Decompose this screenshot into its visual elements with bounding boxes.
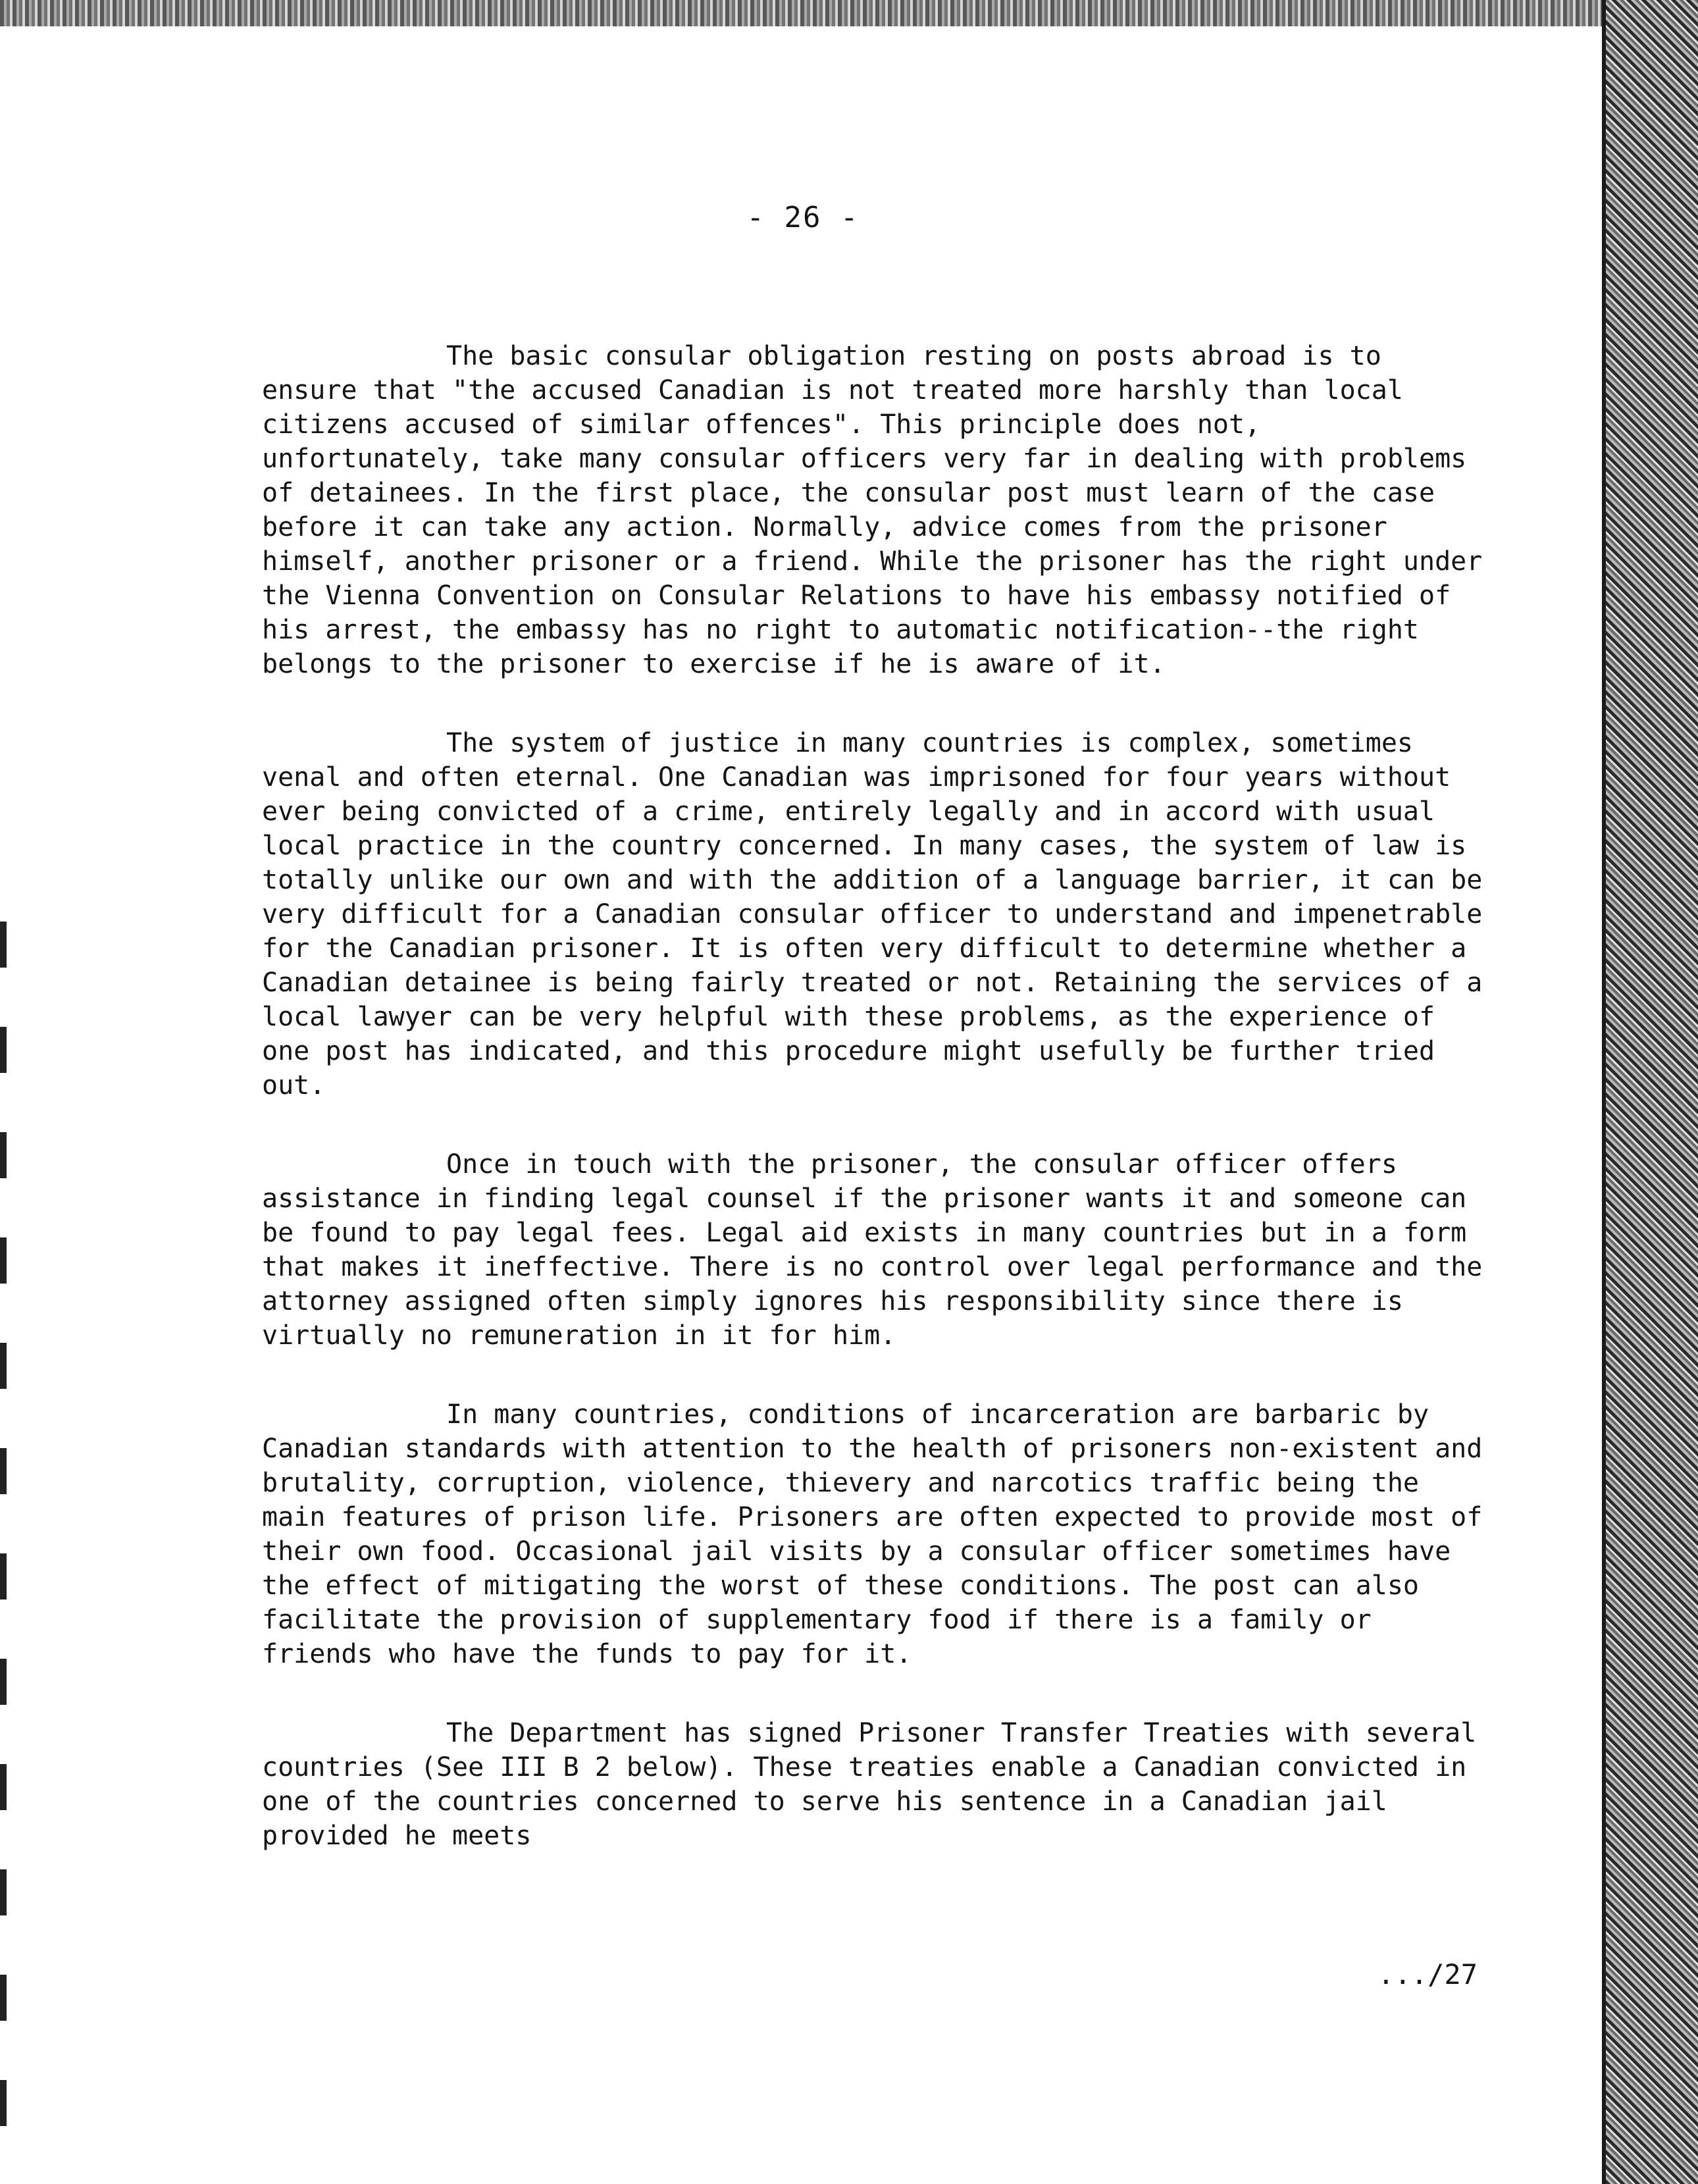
page-number: - 26 - bbox=[746, 201, 860, 234]
continuation-marker: .../27 bbox=[1377, 1958, 1478, 1990]
paragraph-transfer-treaties: The Department has signed Prisoner Transfer Treaties with several countries (See III B 2 below). These treaties enable a Canadian convicted in one of the countries concerned to serve his sentence in a Canadian jail provided he meets bbox=[262, 1718, 1477, 1851]
scan-border-top bbox=[0, 0, 1698, 26]
scan-margin-marks bbox=[0, 922, 7, 2184]
paragraph-incarceration-conditions: In many countries, conditions of incarceration are barbaric by Canadian standards with attention to the health of prisoners non-existent and brutality, corruption, violence, thievery and narcotics traffic being the main features of prison life. Prisoners are often expected to provide most of their own food. Occasional jail visits by a consular officer sometimes have the effect of mitigating the worst of these conditions. The post can also facilitate the provision of supplementary food if there is a family or friends who have the funds to pay for it. bbox=[262, 1399, 1483, 1669]
paragraph-system-of-justice: The system of justice in many countries is complex, sometimes venal and often eternal. One Canadian was imprisoned for four years without ever being convicted of a crime, entirely legally and in accord with usual local practice in the country concerned. In many cases, the system of law is totally unlike our own and with the addition of a language barrier, it can be very difficult for a Canadian consular officer to understand and impenetrable for the Canadian prisoner. It is often very difficult to determine whether a Canadian detainee is being fairly treated or not. Retaining the services of a local lawyer can be very helpful with these problems, as the experience of one post has indicated, and this procedure might usefully be further tried out. bbox=[262, 728, 1483, 1101]
scan-border-right bbox=[1606, 0, 1698, 2184]
paragraph-consular-obligation: The basic consular obligation resting on posts abroad is to ensure that "the accused Canadian is not treated more harshly than local citizens accused of similar offences". This principle does not, unfortunately, take many consular officers very far in dealing with problems of detainees. In the first place, the consular post must learn of the case before it can take any action. Normally, advice comes from the prisoner himself, another prisoner or a friend. While the prisoner has the right under the Vienna Convention on Consular Relations to have his embassy notified of his arrest, the embassy has no right to automatic notification--the right belongs to the prisoner to exercise if he is aware of it. bbox=[262, 341, 1483, 679]
paragraph-legal-counsel: Once in touch with the prisoner, the consular officer offers assistance in finding legal counsel if the prisoner wants it and someone can be found to pay legal fees. Legal aid exists in many countries but in a form that makes it ineffective. There is no control over legal performance and the attorney assigned often simply ignores his responsibility since there is virtually no remuneration in it for him. bbox=[262, 1149, 1483, 1351]
document-body bbox=[262, 339, 1486, 1898]
